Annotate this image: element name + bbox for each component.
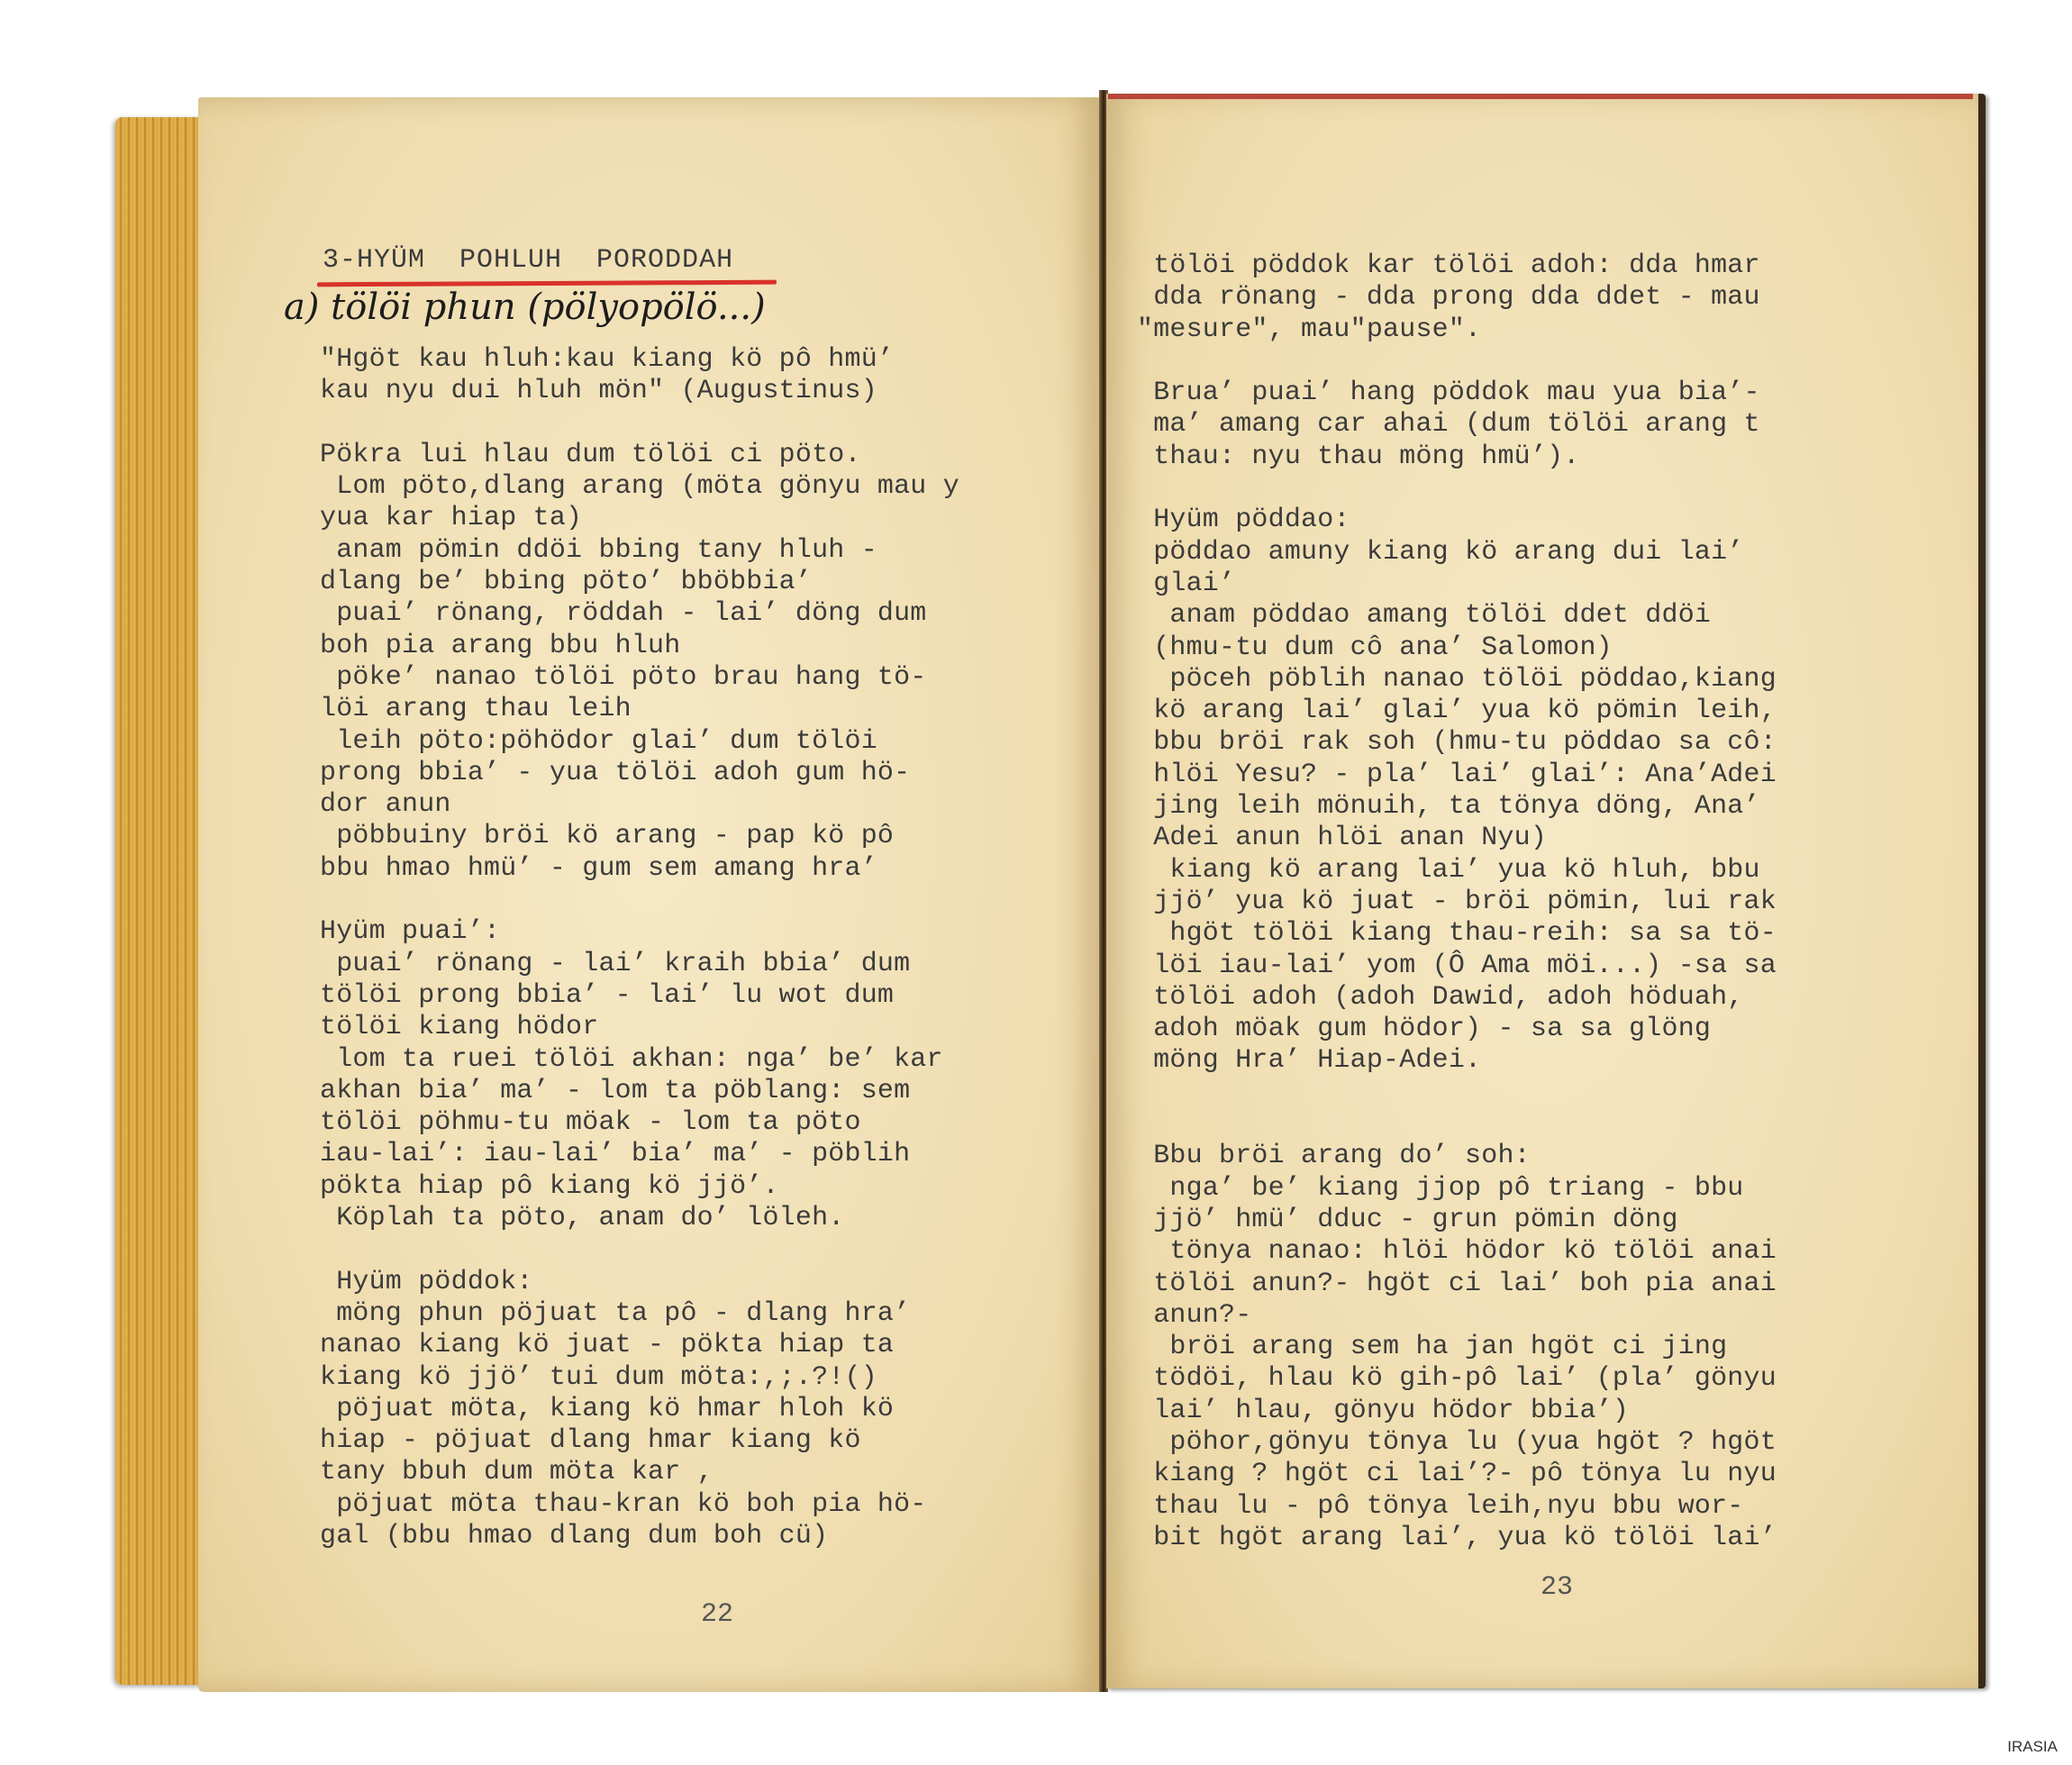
- section-heading: 3-HYÜM POHLUH PORODDAH: [323, 245, 734, 276]
- text-line: [320, 408, 959, 440]
- text-line: Hyüm puai’:: [320, 916, 501, 948]
- text-line: anam pömin ddöi bbing tany hluh -: [320, 534, 877, 566]
- text-line: glai’: [1137, 568, 1236, 599]
- text-line: tödöi, hlau kö gih-pô lai’ (pla’ gönyu: [1137, 1363, 1777, 1395]
- text-line: Hyüm pöddao:: [1137, 505, 1350, 536]
- text-line: iau-lai’: iau-lai’ bia’ ma’ - pöblih: [320, 1139, 911, 1170]
- text-line: kiang kö arang lai’ yua kö hluh, bbu: [1137, 854, 1760, 886]
- text-line: tönya nanao: hlöi hödor kö tölöi anai: [1137, 1236, 1777, 1268]
- text-line: hiap - pöjuat dlang hmar kiang kö: [320, 1425, 861, 1457]
- text-line: pöjuat möta, kiang kö hmar hloh kö: [320, 1393, 895, 1424]
- text-line: bbu bröi rak soh (hmu-tu pöddao sa cô:: [1137, 727, 1777, 759]
- text-line: puai’ rönang - lai’ kraih bbia’ dum: [320, 948, 911, 979]
- text-line: [1137, 1109, 1777, 1141]
- text-line: möng phun pöjuat ta pô - dlang hra’: [320, 1297, 911, 1329]
- text-line: tölöi adoh (adoh Dawid, adoh höduah,: [1137, 981, 1744, 1013]
- text-line: akhan bia’ ma’ - lom ta pöblang: sem: [320, 1075, 911, 1106]
- text-line: (hmu-tu dum cô ana’ Salomon): [1137, 632, 1613, 663]
- text-line: Adei anun hlöi anan Nyu): [1137, 823, 1548, 854]
- text-line: jing leih mönuih, ta tönya döng, Ana’: [1137, 791, 1760, 823]
- text-line: dlang be’ bbing pöto’ bböbbia’: [320, 567, 813, 598]
- text-line: pöke’ nanao tölöi pöto brau hang tö-: [320, 661, 927, 693]
- watermark: IRASIA: [2007, 1738, 2058, 1755]
- text-line: dor anun: [320, 789, 451, 821]
- text-line: "Hgöt kau hluh:kau kiang kö pô hmü’: [320, 344, 895, 375]
- text-line: pöddao amuny kiang kö arang dui lai’: [1137, 536, 1744, 568]
- text-line: kö arang lai’ glai’ yua kö pömin leih,: [1137, 696, 1777, 727]
- text-line: hlöi Yesu? - pla’ lai’ glai’: Ana’Adei: [1137, 759, 1777, 790]
- text-line: leih pöto:pöhödor glai’ dum tölöi: [320, 725, 877, 757]
- text-line: nga’ be’ kiang jjop pô triang - bbu: [1137, 1172, 1744, 1204]
- right-page-text: [1137, 250, 1777, 1554]
- text-line: jjö’ yua kö juat - bröi pömin, lui rak: [1137, 886, 1777, 917]
- text-line: bit hgöt arang lai’, yua kö tölöi lai’: [1137, 1522, 1777, 1553]
- left-page-text: [320, 344, 959, 1552]
- text-line: jjö’ hmü’ dduc - grun pömin döng: [1137, 1204, 1678, 1235]
- text-line: kiang ? hgöt ci lai’?- pô tönya lu nyu: [1137, 1459, 1777, 1490]
- handwritten-note: a) tölöi phun (pölyopölö...): [284, 287, 766, 328]
- text-line: boh pia arang bbu hluh: [320, 630, 681, 661]
- text-line: tölöi kiang hödor: [320, 1012, 599, 1043]
- text-line: pöjuat möta thau-kran kö boh pia hö-: [320, 1488, 927, 1520]
- text-line: löi iau-lai’ yom (Ô Ama möi...) -sa sa: [1137, 950, 1777, 981]
- text-line: dda rönang - dda prong dda ddet - mau: [1137, 282, 1760, 314]
- text-line: Lom pöto,dlang arang (möta gönyu mau y: [320, 471, 959, 503]
- text-line: [1137, 473, 1777, 505]
- text-line: Hyüm pöddok:: [320, 1266, 533, 1297]
- text-line: adoh möak gum hödor) - sa sa glöng: [1137, 1014, 1712, 1045]
- text-line: lom ta ruei tölöi akhan: nga’ be’ kar: [320, 1043, 943, 1075]
- page-number-left: 22: [701, 1599, 734, 1630]
- text-line: [320, 885, 959, 916]
- text-line: möng Hra’ Hiap-Adei.: [1137, 1045, 1482, 1077]
- red-binding-edge: [1108, 94, 1973, 99]
- text-line: kiang kö jjö’ tui dum möta:,;.?!(): [320, 1361, 877, 1393]
- text-line: pöbbuiny bröi kö arang - pap kö pô: [320, 821, 895, 852]
- text-line: prong bbia’ - yua tölöi adoh gum hö-: [320, 757, 911, 788]
- text-line: [320, 1234, 959, 1266]
- text-line: pökta hiap pô kiang kö jjö’.: [320, 1170, 779, 1202]
- text-line: bbu hmao hmü’ - gum sem amang hra’: [320, 852, 877, 884]
- text-line: thau lu - pô tönya leih,nyu bbu wor-: [1137, 1490, 1744, 1522]
- text-line: ma’ amang car ahai (dum tölöi arang t: [1137, 409, 1760, 441]
- text-line: [1137, 346, 1777, 378]
- text-line: tölöi pöddok kar tölöi adoh: dda hmar: [1137, 250, 1760, 281]
- text-line: Brua’ puai’ hang pöddok mau yua bia’-: [1137, 378, 1760, 409]
- page-number-right: 23: [1540, 1572, 1574, 1603]
- text-line: lai’ hlau, gönyu hödor bbia’): [1137, 1395, 1630, 1426]
- text-line: tölöi pöhmu-tu möak - lom ta pöto: [320, 1107, 861, 1139]
- text-line: thau: nyu thau möng hmü’).: [1137, 441, 1580, 472]
- text-line: kau nyu dui hluh mön" (Augustinus): [320, 376, 877, 407]
- text-line: Köplah ta pöto, anam do’ löleh.: [320, 1203, 845, 1234]
- text-line: Bbu bröi arang do’ soh:: [1137, 1141, 1531, 1172]
- text-line: "mesure", mau"pause".: [1137, 314, 1482, 345]
- text-line: [1137, 1078, 1777, 1109]
- text-line: pöceh pöblih nanao tölöi pöddao,kiang: [1137, 663, 1777, 695]
- text-line: hgöt tölöi kiang thau-reih: sa sa tö-: [1137, 918, 1777, 950]
- text-line: puai’ rönang, röddah - lai’ döng dum: [320, 598, 927, 630]
- text-line: yua kar hiap ta): [320, 503, 583, 534]
- text-line: tölöi anun?- hgöt ci lai’ boh pia anai: [1137, 1268, 1777, 1299]
- text-line: tany bbuh dum möta kar ,: [320, 1457, 713, 1488]
- text-line: löi arang thau leih: [320, 694, 632, 725]
- text-line: gal (bbu hmao dlang dum boh cü): [320, 1520, 829, 1551]
- text-line: anam pöddao amang tölöi ddet ddöi: [1137, 600, 1712, 632]
- text-line: anun?-: [1137, 1299, 1252, 1331]
- text-line: Pökra lui hlau dum tölöi ci pöto.: [320, 439, 861, 470]
- text-line: bröi arang sem ha jan hgöt ci jing: [1137, 1332, 1728, 1363]
- text-line: nanao kiang kö juat - pökta hiap ta: [320, 1330, 895, 1361]
- text-line: pöhor,gönyu tönya lu (yua hgöt ? hgöt: [1137, 1426, 1777, 1458]
- text-line: tölöi prong bbia’ - lai’ lu wot dum: [320, 979, 895, 1011]
